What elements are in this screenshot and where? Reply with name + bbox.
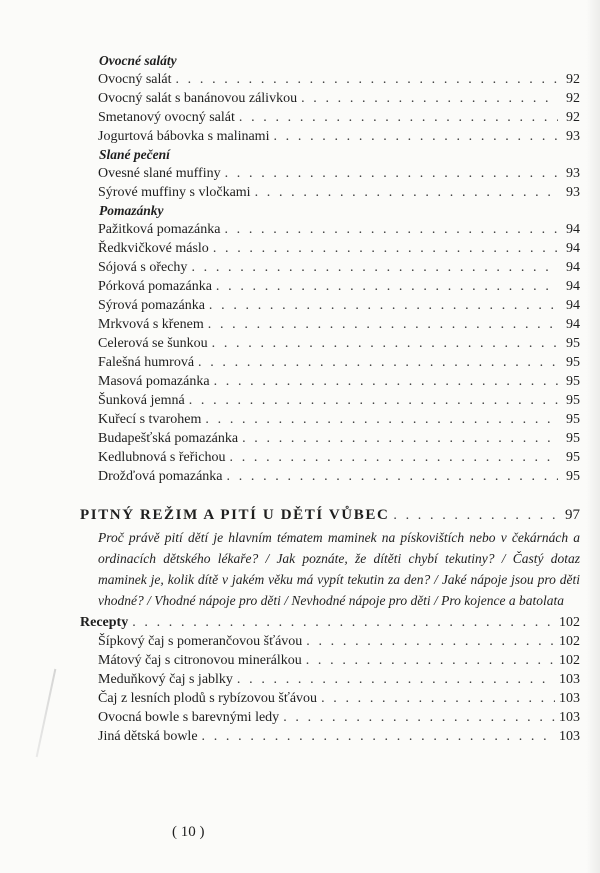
- toc-entry-label: Falešná humrová: [98, 355, 195, 370]
- toc-entry-page: 95: [566, 374, 580, 389]
- toc-entry-label: Pažitková pomazánka: [98, 222, 221, 237]
- toc-entry-label: Kedlubnová s řeřichou: [98, 450, 226, 465]
- toc-entry: [80, 258, 580, 277]
- dot-leader: [239, 108, 558, 127]
- toc-entry-page: 95: [566, 450, 580, 465]
- toc-entry-page: 94: [566, 298, 580, 313]
- toc-entry-label: Ředkvičkové máslo: [98, 241, 209, 256]
- toc-entry-label: Mátový čaj s citronovou minerálkou: [98, 653, 302, 668]
- toc-entry-page: 103: [559, 691, 580, 706]
- pencil-mark: [36, 669, 57, 757]
- toc-entry: [80, 391, 580, 410]
- toc-entry-page: 103: [559, 729, 580, 744]
- toc-entry: [80, 183, 580, 202]
- toc-entry: [80, 727, 580, 746]
- toc-entry: [80, 277, 580, 296]
- toc-entry-page: 95: [566, 469, 580, 484]
- dot-leader: [242, 429, 558, 448]
- page-edge-shadow: [586, 0, 600, 873]
- toc-entry-page: 94: [566, 260, 580, 275]
- toc-entry-page: 93: [566, 166, 580, 181]
- dot-leader: [225, 164, 558, 183]
- toc-entry: [80, 429, 580, 448]
- toc-entry-label: Sójová s ořechy: [98, 260, 188, 275]
- toc-entry-page: 102: [559, 653, 580, 668]
- dot-leader: [224, 220, 558, 239]
- dot-leader: [191, 258, 558, 277]
- toc-entry: [80, 220, 580, 239]
- toc-entry-page: 92: [566, 72, 580, 87]
- toc-entry-label: Šípkový čaj s pomerančovou šťávou: [98, 634, 303, 649]
- recepty-label: Recepty: [80, 615, 129, 630]
- toc-entry: [80, 372, 580, 391]
- toc-entry: [80, 70, 580, 89]
- toc-entry: [80, 448, 580, 467]
- page-number: ( 10 ): [172, 824, 205, 840]
- toc-entry-page: 92: [566, 91, 580, 106]
- toc-entry: [80, 164, 580, 183]
- toc-entry: [80, 651, 580, 670]
- toc-entry-label: Celerová se šunkou: [98, 336, 208, 351]
- toc-entry: [80, 467, 580, 486]
- toc-entry: [80, 708, 580, 727]
- toc-entry: [80, 239, 580, 258]
- toc-entry: [80, 670, 580, 689]
- toc-entry-label: Ovocná bowle s barevnými ledy: [98, 710, 280, 725]
- dot-leader: [208, 315, 558, 334]
- toc-entry-page: 94: [566, 279, 580, 294]
- toc-entry: [80, 296, 580, 315]
- toc-entry-label: Ovocný salát: [98, 72, 172, 87]
- toc-entry: [80, 108, 580, 127]
- toc-entry-page: 95: [566, 355, 580, 370]
- toc-entry-label: Meduňkový čaj s jablky: [98, 672, 233, 687]
- dot-leader: [198, 353, 558, 372]
- section-title-pomazanky: Pomazánky: [99, 203, 164, 218]
- section-title-slane-peceni: Slané pečení: [99, 147, 170, 162]
- toc-entry-page: 95: [566, 393, 580, 408]
- dot-leader: [189, 391, 558, 410]
- toc-entry: [80, 689, 580, 708]
- dot-leader: [175, 70, 558, 89]
- toc-entry: [80, 127, 580, 146]
- toc-entry-label: Sýrové muffiny s vločkami: [98, 185, 251, 200]
- chapter-title: PITNÝ REŽIM A PITÍ U DĚTÍ VŮBEC: [80, 507, 390, 523]
- toc-entry-page: 92: [566, 110, 580, 125]
- toc-entry-label: Čaj z lesních plodů s rybízovou šťávou: [98, 691, 318, 706]
- dot-leader: [214, 372, 558, 391]
- toc-entry-label: Ovocný salát s banánovou zálivkou: [98, 91, 298, 106]
- toc-entry-label: Smetanový ovocný salát: [98, 110, 235, 125]
- toc-entry-page: 94: [566, 241, 580, 256]
- dot-leader: [213, 239, 558, 258]
- dot-leader: [237, 670, 555, 689]
- toc-entry-label: Šunková jemná: [98, 393, 185, 408]
- toc-entry: [80, 632, 580, 651]
- toc-entry-label: Sýrová pomazánka: [98, 298, 205, 313]
- chapter-heading: [80, 506, 580, 525]
- dot-leader: [132, 613, 555, 632]
- dot-leader: [273, 127, 558, 146]
- toc-entry-label: Ovesné slané muffiny: [98, 166, 221, 181]
- recepty-heading: [80, 613, 580, 632]
- toc-entry-label: Jiná dětská bowle: [98, 729, 198, 744]
- recepty-page: 102: [559, 615, 580, 630]
- toc-entry: [80, 410, 580, 429]
- dot-leader: [216, 277, 558, 296]
- dot-leader: [227, 467, 559, 486]
- toc-entry: [80, 353, 580, 372]
- toc-entry: [80, 315, 580, 334]
- toc-entry-label: Jogurtová bábovka s malinami: [98, 129, 270, 144]
- dot-leader: [321, 689, 555, 708]
- dot-leader: [283, 708, 555, 727]
- toc-entry-page: 95: [566, 431, 580, 446]
- dot-leader: [393, 506, 558, 525]
- chapter-page: 97: [565, 507, 580, 523]
- toc-entry-label: Kuřecí s tvarohem: [98, 412, 202, 427]
- dot-leader: [205, 410, 558, 429]
- toc-entry-page: 93: [566, 185, 580, 200]
- chapter-description: Proč právě pití dětí je hlavním tématem maminek na pískovištích nebo v čekárnách a ordinacích dětského lékaře? / Jak poznáte, že dítěti chybí tekutiny? / Častý dotaz maminek je, kolik dítě v jakém věku má vypít tekutin za den? / Jaké nápoje jsou pro děti vhodné? / Vhodné nápoje pro děti / Nevhodné nápoje pro děti / Pro kojence a batolata: [98, 530, 580, 608]
- dot-leader: [255, 183, 558, 202]
- dot-leader: [230, 448, 558, 467]
- toc-entry-page: 103: [559, 672, 580, 687]
- toc-entry-label: Drožďová pomazánka: [98, 469, 223, 484]
- toc-entry-label: Mrkvová s křenem: [98, 317, 204, 332]
- dot-leader: [306, 632, 555, 651]
- toc-entry-page: 94: [566, 222, 580, 237]
- toc-entry-page: 95: [566, 412, 580, 427]
- dot-leader: [306, 651, 555, 670]
- toc-entry-page: 94: [566, 317, 580, 332]
- toc-entry-page: 93: [566, 129, 580, 144]
- section-title-ovocne-salaty: Ovocné saláty: [99, 53, 177, 68]
- toc-entry: [80, 334, 580, 353]
- toc-entry-label: Budapešťská pomazánka: [98, 431, 239, 446]
- table-of-contents: [80, 52, 580, 746]
- toc-entry-page: 102: [559, 634, 580, 649]
- toc-entry-page: 103: [559, 710, 580, 725]
- toc-entry: [80, 89, 580, 108]
- dot-leader: [212, 334, 558, 353]
- dot-leader: [301, 89, 558, 108]
- toc-entry-label: Masová pomazánka: [98, 374, 210, 389]
- dot-leader: [202, 727, 555, 746]
- dot-leader: [209, 296, 558, 315]
- toc-entry-page: 95: [566, 336, 580, 351]
- toc-entry-label: Pórková pomazánka: [98, 279, 212, 294]
